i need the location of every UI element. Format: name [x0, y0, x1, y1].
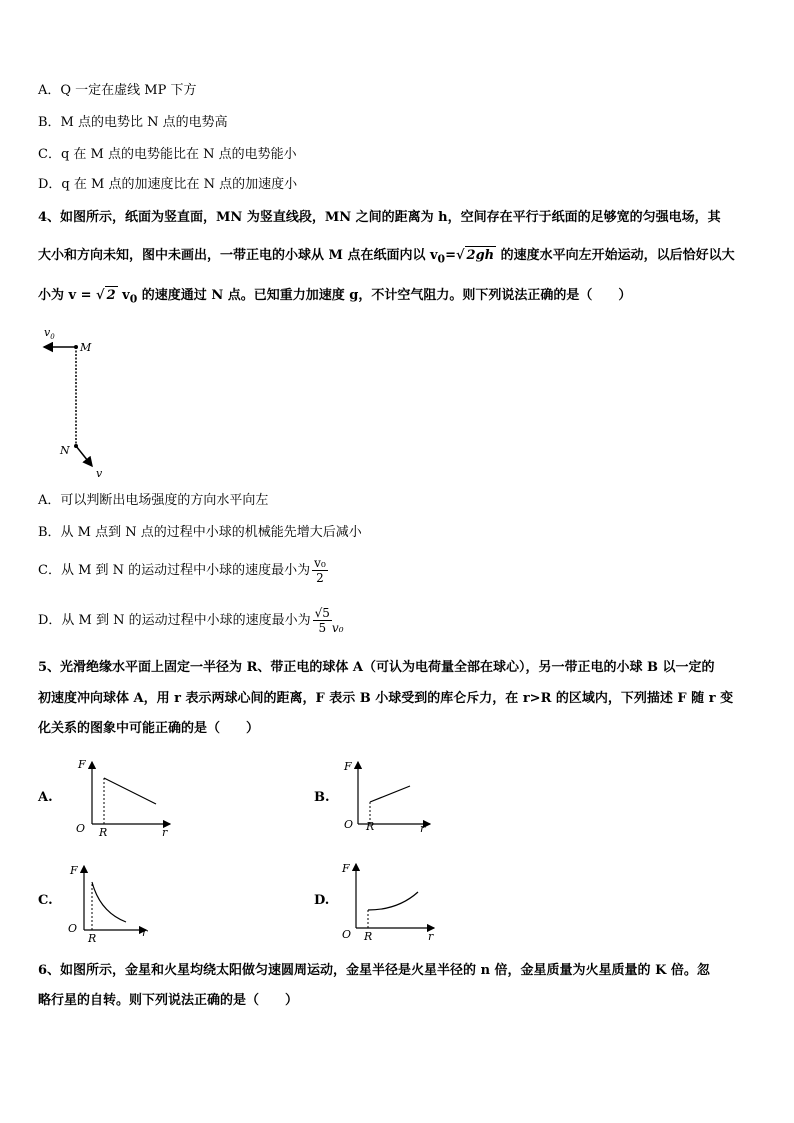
q4-stem-line3: 小为 v = √ 2 $v_0$ 的速度通过 N 点。已知重力加速度 g，不计空气阻力。则下列说法正确的是（ ）	[38, 288, 632, 306]
q3-option-b: B．M 点的电势比 N 点的电势高	[38, 115, 228, 130]
graph-b-o: O	[344, 818, 354, 831]
graph-a-o: O	[76, 822, 86, 835]
q4-figure	[38, 322, 128, 482]
graph-a-label: A.	[38, 790, 53, 805]
graph-d-r-big: R	[364, 930, 373, 943]
q5-stem-line3: 化关系的图象中可能正确的是（ ）	[38, 721, 260, 736]
q4-line3-text-b: v	[117, 288, 130, 303]
q4-option-c-text: C．从 M 到 N 的运动过程中小球的速度最小为	[38, 563, 311, 578]
graph-b-f: F	[344, 760, 352, 773]
q6-stem-line2: 略行星的自转。则下列说法正确的是（ ）	[38, 993, 299, 1008]
q6-stem-line1: 6、如图所示，金星和火星均绕太阳做匀速圆周运动，金星半径是火星半径的 n 倍，金星质量为火星质量的 K 倍。忽	[38, 963, 710, 978]
graph-b-r: r	[420, 822, 426, 835]
q4-option-a: A．可以判断出电场强度的方向水平向左	[38, 493, 269, 508]
q4-option-d	[38, 604, 344, 645]
graph-b-label: B.	[314, 790, 330, 805]
q4-line3-sub: 0	[129, 292, 138, 306]
graph-d-f: F	[342, 862, 350, 875]
graph-d	[336, 858, 440, 944]
q3-option-d: D．q 在 M 点的加速度比在 N 点的加速度小	[38, 177, 298, 192]
q3-option-a: A．Q 一定在虚线 MP 下方	[38, 83, 197, 98]
q5-stem-line2: 初速度冲向球体 A，用 r 表示两球心间的距离，F 表示 B 小球受到的库仑斥力，在 r>R 的区域内，下列描述 F 随 r 变	[38, 691, 734, 706]
q4-option-d-text: D．从 M 到 N 的运动过程中小球的速度最小为	[38, 613, 311, 628]
q4-line2-text-a: 大小和方向未知，图中未画出，一带正电的小球从 M 点在纸面内以 v	[38, 248, 438, 263]
graph-d-label: D.	[314, 893, 330, 908]
graph-a-r-big: R	[99, 826, 108, 839]
q4-line3-text-c: 的速度通过 N 点。已知重力加速度 g，不计空气阻力。则下列说法正确的是（ ）	[137, 288, 632, 303]
graph-c-curve	[92, 882, 126, 922]
q4-line2-text-b: 的速度水平向左开始运动，以后恰好以大	[496, 248, 735, 263]
graph-d-o: O	[342, 928, 352, 941]
q4-line2-radicand: 2gh	[466, 248, 495, 263]
fig-v0-label: $v_0$	[44, 326, 55, 341]
q4-option-c-fraction: $\frac{\text{v₀}}{2}$	[314, 556, 326, 585]
graph-a-r: r	[162, 826, 168, 839]
q4-stem-line1: 4、如图所示，纸面为竖直面，MN 为竖直线段，MN 之间的距离为 h，空间存在平行于纸面的足够宽的匀强电场，其	[38, 210, 721, 225]
graph-d-r: r	[428, 930, 434, 943]
q4-option-d-fraction: $\frac{√5}{5}$	[314, 606, 330, 635]
graph-c-f: F	[70, 864, 78, 877]
graph-b	[334, 756, 444, 840]
q4-option-d-tail: v₀	[331, 621, 344, 635]
graph-c-r: r	[142, 926, 148, 939]
graph-b-curve	[370, 786, 410, 802]
q4-line3-radicand: 2	[106, 288, 116, 303]
q5-stem-line1: 5、光滑绝缘水平面上固定一半径为 R、带正电的球体 A（可认为电荷量全部在球心），另一带正电的小球 B 以一定的	[38, 660, 715, 675]
graph-d-curve	[368, 892, 418, 910]
fig-v-label: v	[96, 467, 103, 480]
graph-a-curve	[104, 778, 156, 804]
graph-c	[64, 860, 164, 944]
graph-c-label: C.	[38, 893, 53, 908]
q4-option-c	[38, 556, 328, 586]
q4-stem-line2: 大小和方向未知，图中未画出，一带正电的小球从 M 点在纸面内以 $v_0=√$ 2gh 的速度水平向左开始运动，以后恰好以大	[38, 248, 735, 266]
q4-line3-text-a: 小为 v =	[38, 288, 97, 303]
fig-n-label: N	[60, 444, 70, 457]
q4-line2-sub: 0	[437, 252, 446, 266]
graph-c-r-big: R	[88, 932, 97, 944]
q3-option-c: C．q 在 M 点的电势能比在 N 点的电势能小	[38, 147, 297, 162]
fig-m-label: M	[80, 341, 92, 354]
fig-v-arrow	[76, 446, 92, 466]
graph-c-o: O	[68, 922, 78, 935]
q4-option-b: B．从 M 点到 N 点的过程中小球的机械能先增大后减小	[38, 525, 362, 540]
graph-b-r-big: R	[366, 820, 375, 833]
graph-a-f: F	[78, 758, 86, 771]
graph-a	[68, 756, 178, 840]
q4-line2-eq: =	[445, 248, 456, 263]
